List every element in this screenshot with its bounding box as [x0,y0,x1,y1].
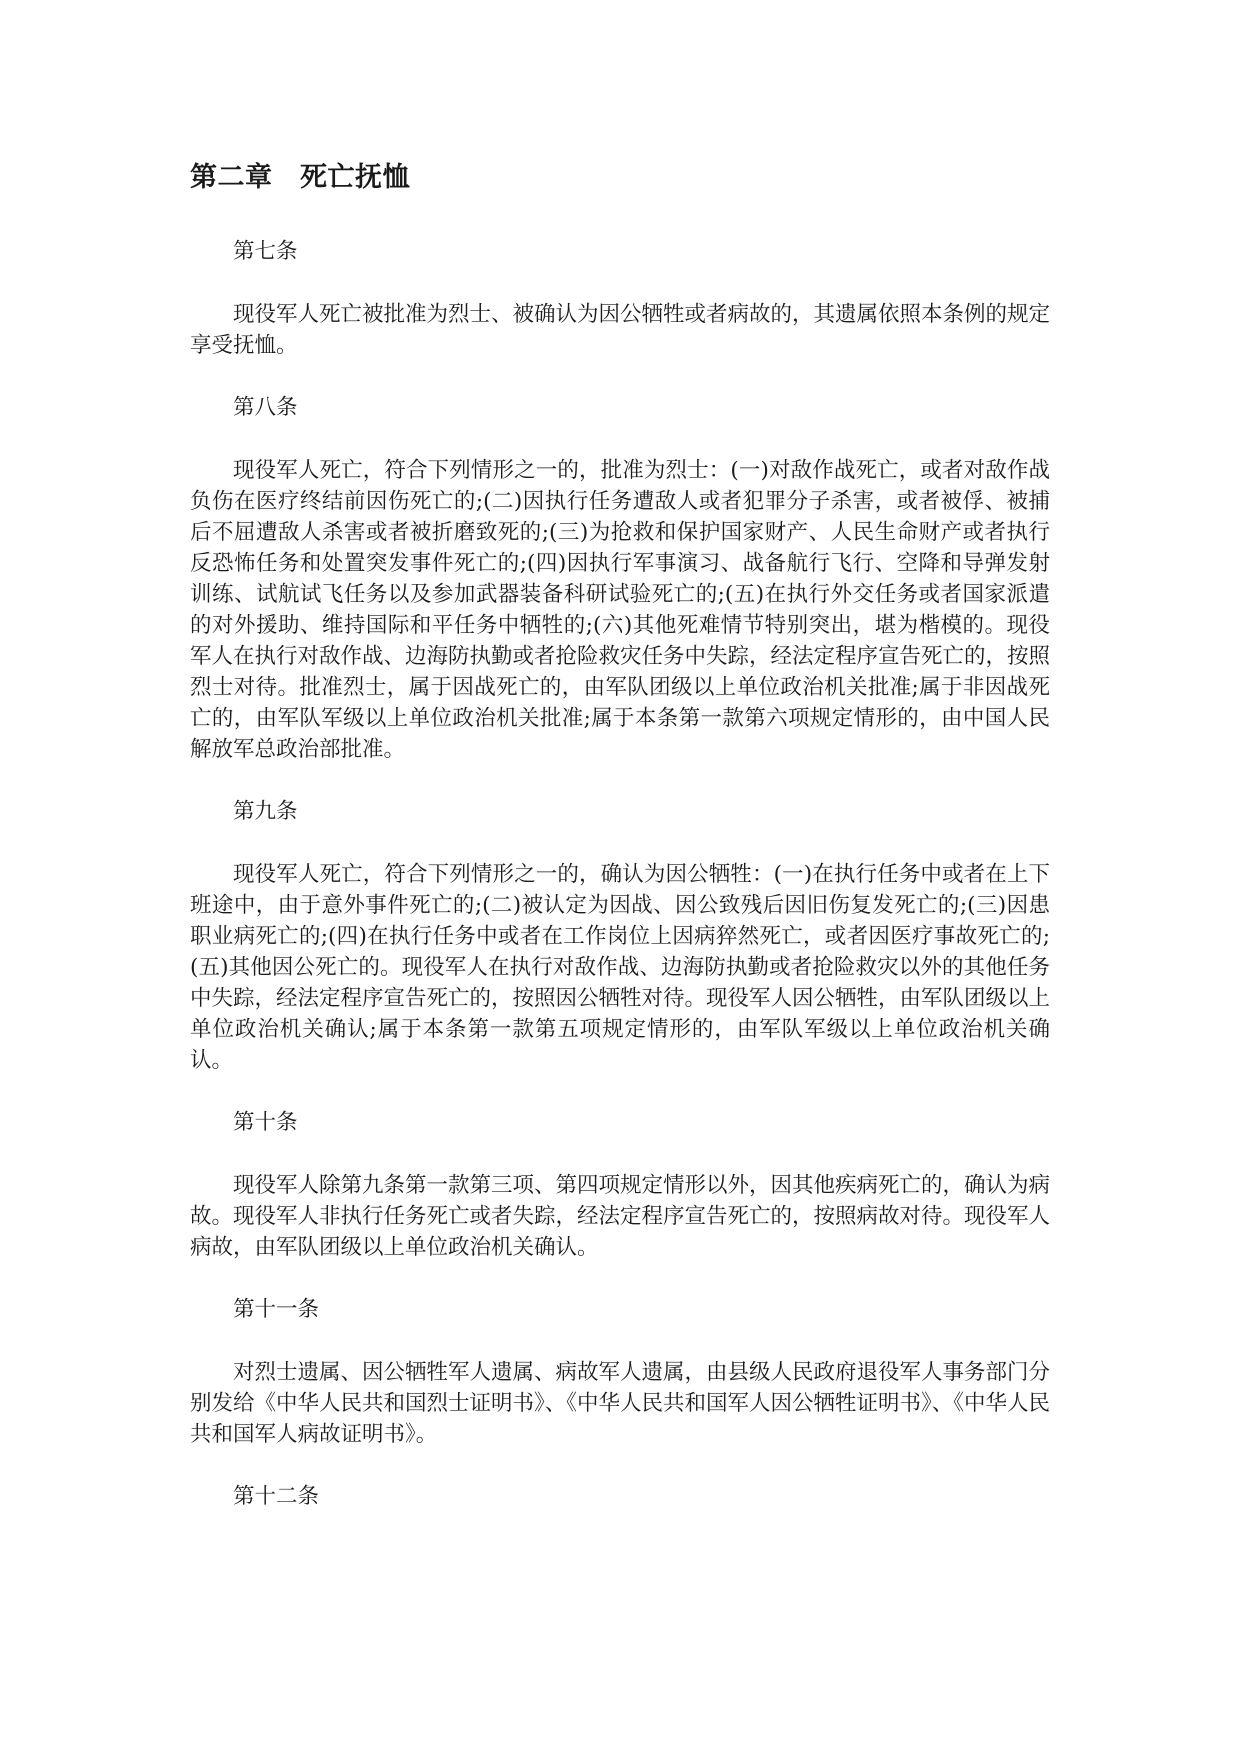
chapter-title: 第二章 死亡抚恤 [190,162,410,193]
document-page [190,160,1050,1544]
article-heading: 第八条 [233,395,298,420]
article-body: 对烈士遗属、因公牺牲军人遗属、病故军人遗属，由县级人民政府退役军人事务部门分别发给《中华人民共和国烈士证明书》、《中华人民共和国军人因公牺牲证明书》、《中华人民共和国军人病故证明书》。 [190,1360,1051,1447]
article-body: 现役军人除第九条第一款第三项、第四项规定情形以外，因其他疾病死亡的，确认为病故。现役军人非执行任务死亡或者失踪，经法定程序宣告死亡的，按照病故对待。现役军人病故，由军队团级以上单位政治机关确认。 [190,1173,1051,1260]
article-heading: 第九条 [233,799,298,824]
article-8 [190,392,1050,765]
article-heading: 第十条 [233,1110,298,1135]
article-body: 现役军人死亡，符合下列情形之一的，确认为因公牺牲：(一)在执行任务中或者在上下班途中，由于意外事件死亡的;(二)被认定为因战、因公致残后因旧伤复发死亡的;(三)因患职业病死亡的;(四)在执行任务中或者在工作岗位上因病猝然死亡，或者因医疗事故死亡的;(五)其他因公死亡的。现役军人在执行对敌作战、边海防执勤或者抢险救灾以外的其他任务中失踪，经法定程序宣告死亡的，按照因公牺牲对待。现役军人因公牺牲，由军队团级以上单位政治机关确认;属于本条第一款第五项规定情形的，由军队军级以上单位政治机关确认。 [190,862,1051,1073]
article-12 [190,1481,1050,1513]
article-body: 现役军人死亡被批准为烈士、被确认为因公牺牲或者病故的，其遗属依照本条例的规定享受抚恤。 [190,302,1051,358]
article-heading: 第十二条 [233,1484,320,1509]
article-11 [190,1294,1050,1450]
article-10 [190,1107,1050,1263]
article-9 [190,796,1050,1076]
article-heading: 第七条 [233,239,298,264]
article-7 [190,236,1050,361]
article-body: 现役军人死亡，符合下列情形之一的，批准为烈士：(一)对敌作战死亡，或者对敌作战负伤在医疗终结前因伤死亡的;(二)因执行任务遭敌人或者犯罪分子杀害，或者被俘、被捕后不屈遭敌人杀害或者被折磨致死的;(三)为抢救和保护国家财产、人民生命财产或者执行反恐怖任务和处置突发事件死亡的;(四)因执行军事演习、战备航行飞行、空降和导弹发射训练、试航试飞任务以及参加武器装备科研试验死亡的;(五)在执行外交任务或者国家派遣的对外援助、维持国际和平任务中牺牲的;(六)其他死难情节特别突出，堪为楷模的。现役军人在执行对敌作战、边海防执勤或者抢险救灾任务中失踪，经法定程序宣告死亡的，按照烈士对待。批准烈士，属于因战死亡的，由军队团级以上单位政治机关批准;属于非因战死亡的，由军队军级以上单位政治机关批准;属于本条第一款第六项规定情形的，由中国人民解放军总政治部批准。 [190,458,1051,762]
article-heading: 第十一条 [233,1297,320,1322]
